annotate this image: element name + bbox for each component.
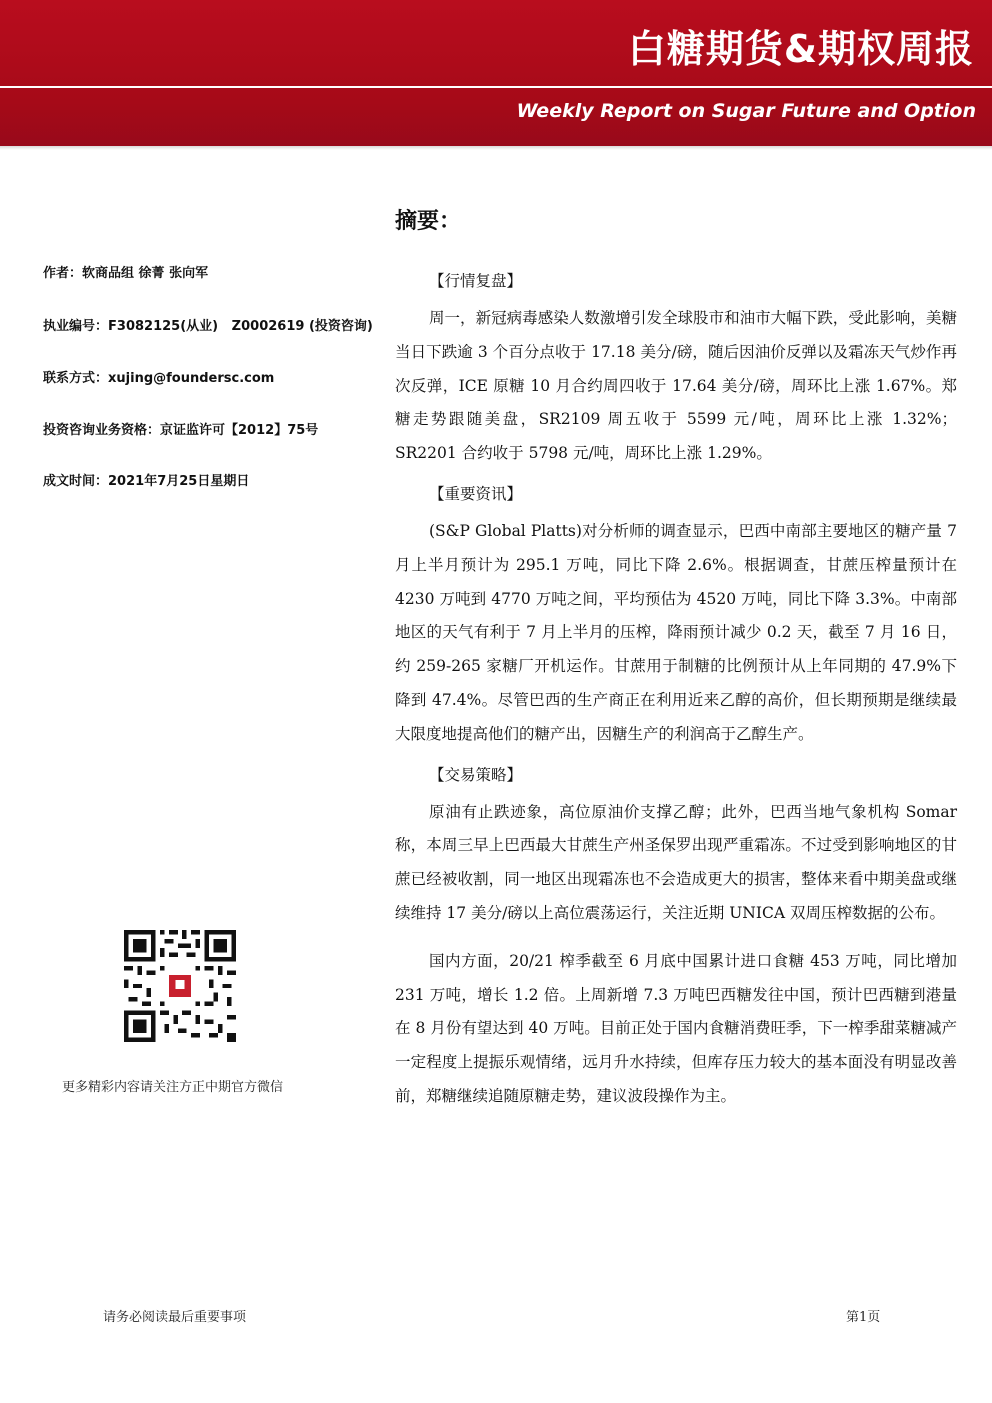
- section-title-key-news: 【重要资讯】: [429, 484, 523, 503]
- banner-divider: [0, 86, 992, 88]
- meta-author-label: 作者：: [43, 266, 83, 281]
- strategy-paragraph-1: 原油有止跌迹象，高位原油价支撑乙醇；此外，巴西当地气象机构 Somar 称，本周三早上巴西最大甘蔗生产州圣保罗出现严重霜冻。不过受到影响地区的甘蔗已经被收割，同一地区出现霜冻也不会造成更大的损害，整体来看中期美盘或继续维持 17 美分/磅以上高位震荡运行，关注近期 UNICA 双周压榨数据的公布。: [395, 802, 957, 922]
- main-content: [395, 268, 957, 1120]
- meta-qualification: [43, 419, 318, 438]
- qr-code-graphic: [124, 930, 236, 1042]
- page-number: 第1页: [846, 1310, 881, 1325]
- meta-date-label: 成文时间：: [43, 474, 109, 489]
- meta-license-label: 执业编号：: [43, 319, 109, 334]
- meta-qualification-value: 京证监许可【2012】75号: [160, 423, 319, 438]
- report-title: 白糖期货&期权周报: [627, 27, 974, 71]
- meta-author-value: 软商品组 徐菁 张向军: [82, 266, 209, 281]
- meta-author: [43, 262, 208, 281]
- section-title-market-review: 【行情复盘】: [429, 272, 523, 290]
- meta-contact-label: 联系方式：: [43, 371, 109, 386]
- strategy-paragraph-2: 国内方面，20/21 榨季截至 6 月底中国累计进口食糖 453 万吨，同比增加 231 万吨，增长 1.2 倍。上周新增 7.3 万吨巴西糖发往中国，预计巴西糖到港量在 8 月份有望达到 40 万吨。目前正处于国内食糖消费旺季，下一榨季甜菜糖减产一定程度上提振乐观情绪，远月升水持续，但库存压力较大的基本面没有明显改善前，郑糖继续追随原糖走势，建议波段操作为主。: [395, 951, 957, 1105]
- meta-qualification-label: 投资咨询业务资格：: [43, 423, 161, 438]
- meta-contact-email[interactable]: xujing@foundersc.com: [108, 371, 275, 386]
- banner-shadow: [0, 146, 992, 150]
- header-banner: [0, 0, 992, 146]
- market-review-paragraph: 周一，新冠病毒感染人数激增引发全球股市和油市大幅下跌，受此影响，美糖当日下跌逾 3 个百分点收于 17.18 美分/磅，随后因油价反弹以及霜冻天气炒作再次反弹，ICE 原糖 10 月合约周四收于 17.64 美分/磅，周环比上涨 1.67%。郑糖走势跟随美盘，SR2109 周五收于 5599 元/吨，周环比上涨 1.32%；SR2201 合约收于 5798 元/吨，周环比上涨 1.29%。: [395, 309, 957, 463]
- report-subtitle: Weekly Report on Sugar Future and Option: [516, 100, 976, 122]
- footer-notice: 请务必阅读最后重要事项: [103, 1310, 247, 1325]
- meta-license: [43, 315, 373, 334]
- meta-license-value: F3082125(从业) Z0002619 (投资咨询): [108, 319, 373, 334]
- key-news-paragraph: (S&P Global Platts)对分析师的调查显示，巴西中南部主要地区的糖产量 7 月上半月预计为 295.1 万吨，同比下降 2.6%。根据调查，甘蔗压榨量预计在 4230 万吨到 4770 万吨之间，平均预估为 4520 万吨，同比下降 3.3%。中南部地区的天气有利于 7 月上半月的压榨，降雨预计减少 0.2 天，截至 7 月 16 日，约 259-265 家糖厂开机运作。甘蔗用于制糖的比例预计从上年同期的 47.9%下降到 47.4%。尽管巴西的生产商正在利用近来乙醇的高价，但长期预期是继续最大限度地提高他们的糖产出，因糖生产的利润高于乙醇生产。: [395, 521, 957, 743]
- summary-heading: 摘要：: [395, 209, 462, 234]
- qr-caption: 更多精彩内容请关注方正中期官方微信: [62, 1080, 284, 1095]
- qr-code-icon: [124, 930, 236, 1042]
- meta-date: [43, 470, 249, 489]
- meta-contact: [43, 367, 274, 386]
- section-title-strategy: 【交易策略】: [429, 765, 523, 784]
- meta-date-value: 2021年7月25日星期日: [108, 474, 250, 489]
